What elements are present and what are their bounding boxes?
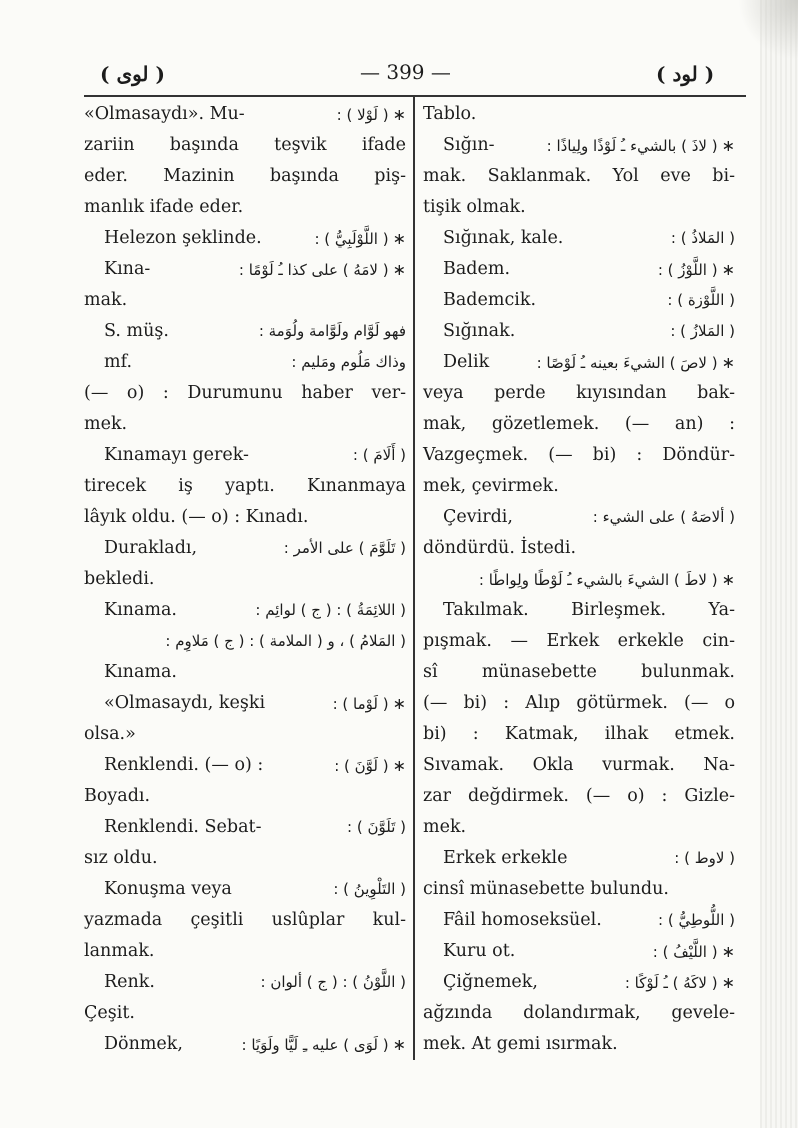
entry-text: Takılmak. Birleşmek. Ya- [443,600,735,620]
dictionary-line [84,812,406,843]
entry-text: (— o) : Durumunu haber ver- [84,383,406,403]
entry-text: veya perde kıyısından bak- [423,383,735,403]
entry-text: Kına- [104,259,151,279]
arabic-headword: ∗ ( اللَّوْلَبِيُّ ) : [314,223,406,255]
dictionary-line [423,626,735,657]
dictionary-line [423,781,735,812]
arabic-headword: فهو لَوَّام ولَوَّامة ولُوَمة : [258,322,406,340]
arabic-headword: ∗ ( لاصَ ) الشيءَ بعينه ـُ لَوْصًا : [537,347,735,379]
dictionary-line [423,533,735,564]
left-column [84,99,406,1060]
entry-text: Bademcik. [443,290,537,310]
dictionary-line [423,905,735,936]
scan-corner-shading [738,0,798,60]
dictionary-line [423,936,735,967]
entry-text: Kuru ot. [443,941,516,961]
entry-text: Kınama. [104,662,177,682]
dictionary-line [423,502,735,533]
entry-text: Delik [443,352,490,372]
dictionary-line [84,905,406,936]
entry-text: Sığınak, kale. [443,228,564,248]
arabic-headword: ( اللائِمَةُ ) : ( ج ) لوائِم : [255,601,406,619]
entry-text: lanmak. [84,941,155,961]
entry-text: zariin başında teşvik ifade [84,135,406,155]
entry-text: «Olmasaydı». Mu- [84,104,245,124]
dictionary-line [423,99,735,130]
entry-text: bekledi. [84,569,155,589]
entry-text: mek, çevirmek. [423,476,559,496]
entry-text: lâyık oldu. (— o) : Kınadı. [84,507,309,527]
entry-text: Sıvamak. Okla vurmak. Na- [423,755,735,775]
header-left-guide-word: ( لوى ) [100,62,165,86]
dictionary-line [84,192,406,223]
dictionary-line [84,223,406,254]
entry-text: Sığın- [443,135,495,155]
dictionary-line [84,471,406,502]
entry-text: Tablo. [423,104,477,124]
arabic-headword: ( المَلاذُ ) : [670,229,735,247]
arabic-headword: ( تَلَوَّمَ ) على الأمر : [283,539,406,557]
entry-text: mek. [84,414,128,434]
dictionary-line [423,409,735,440]
dictionary-line [423,378,735,409]
entry-text: tirecek iş yaptı. Kınanmaya [84,476,406,496]
dictionary-line [84,719,406,750]
entry-text: Sığınak. [443,321,516,341]
dictionary-line [84,843,406,874]
entry-text: «Olmasaydı, keşki [104,693,266,713]
dictionary-line [84,130,406,161]
page-number: — 399 — [360,60,451,84]
arabic-headword: ( اللَّوْنُ ) : ( ج ) ألوان : [260,973,406,991]
entry-text: manlık ifade eder. [84,197,244,217]
dictionary-line [423,688,735,719]
arabic-headword: ( المَلازُ ) : [670,322,735,340]
dictionary-line [84,378,406,409]
arabic-headword: ∗ ( لَوْما ) : [333,688,406,720]
arabic-headword: ( لاوط ) : [674,849,735,867]
entry-text: mak. [84,290,128,310]
entry-text: Vazgeçmek. (— bi) : Döndür- [423,445,735,465]
dictionary-line [84,347,406,378]
entry-text: mf. [104,352,133,372]
dictionary-line [84,254,406,285]
entry-text: eder. Mazinin başında piş- [84,166,406,186]
dictionary-line [84,161,406,192]
dictionary-line [423,564,735,595]
dictionary-line [423,130,735,161]
dictionary-line [84,688,406,719]
arabic-headword: ( أَلَامَ ) : [352,446,406,464]
dictionary-line [84,564,406,595]
arabic-headword: ( ألاصَهُ ) على الشيء : [592,508,735,526]
entry-text: Kınamayı gerek- [104,445,249,465]
dictionary-line [423,998,735,1029]
right-column [423,99,735,1060]
arabic-headword: ∗ ( لاكَهُ ) ـُ لَوْكًا : [625,967,735,999]
dictionary-line [84,750,406,781]
dictionary-line [423,471,735,502]
entry-text: Badem. [443,259,511,279]
arabic-headword: ∗ ( لَوْلا ) : [337,99,406,131]
entry-text: Çiğnemek, [443,972,538,992]
entry-text: mek. [423,817,467,837]
dictionary-line [423,719,735,750]
entry-text: sî münasebette bulunmak. [423,662,735,682]
entry-text: Renklendi. Sebat- [104,817,262,837]
dictionary-line [423,316,735,347]
entry-text: Fâil homoseksüel. [443,910,602,930]
dictionary-line [84,409,406,440]
dictionary-line [423,254,735,285]
dictionary-line [84,936,406,967]
scan-edge-shading [760,0,798,1128]
dictionary-line [423,223,735,254]
dictionary-line [423,1029,735,1060]
dictionary-line [84,595,406,626]
dictionary-line [84,285,406,316]
dictionary-line [84,1029,406,1060]
dictionary-line [84,626,406,657]
dictionary-line [423,192,735,223]
entry-text: Renk. [104,972,155,992]
dictionary-line [84,316,406,347]
dictionary-line [84,781,406,812]
dictionary-line [84,502,406,533]
arabic-headword: ∗ ( لَوَى ) عليه ـِ لَيًّا ولَوَيًا : [242,1029,406,1061]
entry-text: mak. Saklanmak. Yol eve bi- [423,166,735,186]
arabic-headword: ∗ ( لَوَّنَ ) : [334,750,406,782]
dictionary-line [423,657,735,688]
entry-text: yazmada çeşitli uslûplar kul- [84,910,406,930]
entry-text: Çeşit. [84,1003,135,1023]
arabic-headword: ( تَلَوَّنَ ) : [347,818,406,836]
arabic-headword: وذاك مَلُوم ومَليم : [291,353,406,371]
entry-text: tişik olmak. [423,197,526,217]
header-rule [84,95,746,97]
entry-text: mek. At gemi ısırmak. [423,1034,618,1054]
dictionary-line [84,874,406,905]
arabic-headword: ( اللُّوطِيُّ ) : [658,911,735,929]
entry-text: döndürdü. İstedi. [423,538,577,558]
arabic-headword: ∗ ( اللَّيْفُ ) : [653,936,735,968]
entry-text: Dönmek, [104,1034,183,1054]
entry-text: ağzında dolandırmak, gevele- [423,1003,735,1023]
arabic-headword: ∗ ( لاطَ ) الشيءَ بالشيء ـُ لَوْطًا ولِواطًا : [479,564,735,596]
entry-text: (— bi) : Alıp götürmek. (— o [423,693,735,713]
dictionary-line [423,285,735,316]
entry-text: Kınama. [104,600,177,620]
dictionary-line [423,967,735,998]
dictionary-line [84,657,406,688]
entry-text: mak, gözetlemek. (— an) : [423,414,735,434]
entry-text: Erkek erkekle [443,848,568,868]
entry-text: Durakladı, [104,538,198,558]
entry-text: Renklendi. (— o) : [104,755,264,775]
entry-text: olsa.» [84,724,136,744]
arabic-headword: ∗ ( لامَهُ ) على كذا ـُ لَوْمًا : [239,254,406,286]
entry-text: pışmak. — Erkek erkekle cin- [423,631,735,651]
entry-text: bi) : Katmak, ilhak etmek. [423,724,735,744]
dictionary-line [423,595,735,626]
entry-text: S. müş. [104,321,169,341]
dictionary-line [423,843,735,874]
arabic-headword: ∗ ( لاذَ ) بالشيء ـُ لَوْذًا ولِياذًا : [547,130,735,162]
entry-text: Konuşma veya [104,879,232,899]
dictionary-line [84,440,406,471]
dictionary-line [423,750,735,781]
column-divider [413,95,415,1060]
entry-text: Çevirdi, [443,507,513,527]
arabic-headword: ( المَلامُ ) ، و ( الملامة ) : ( ج ) مَلاوِم : [165,632,406,650]
arabic-headword: ( التَلْوِينُ ) : [333,880,406,898]
entry-text: cinsî münasebette bulundu. [423,879,669,899]
dictionary-line [423,812,735,843]
entry-text: zar değdirmek. (— o) : Gizle- [423,786,735,806]
entry-text: sız oldu. [84,848,158,868]
arabic-headword: ( اللَّوْزة ) : [667,291,735,309]
dictionary-line [84,99,406,130]
entry-text: Helezon şeklinde. [104,228,262,248]
dictionary-line [423,347,735,378]
dictionary-line [423,440,735,471]
dictionary-line [84,967,406,998]
arabic-headword: ∗ ( اللَّوْزُ ) : [658,254,735,286]
dictionary-line [423,161,735,192]
entry-text: Boyadı. [84,786,151,806]
dictionary-line [84,998,406,1029]
dictionary-line [423,874,735,905]
header-right-guide-word: ( لود ) [656,62,715,86]
dictionary-line [84,533,406,564]
